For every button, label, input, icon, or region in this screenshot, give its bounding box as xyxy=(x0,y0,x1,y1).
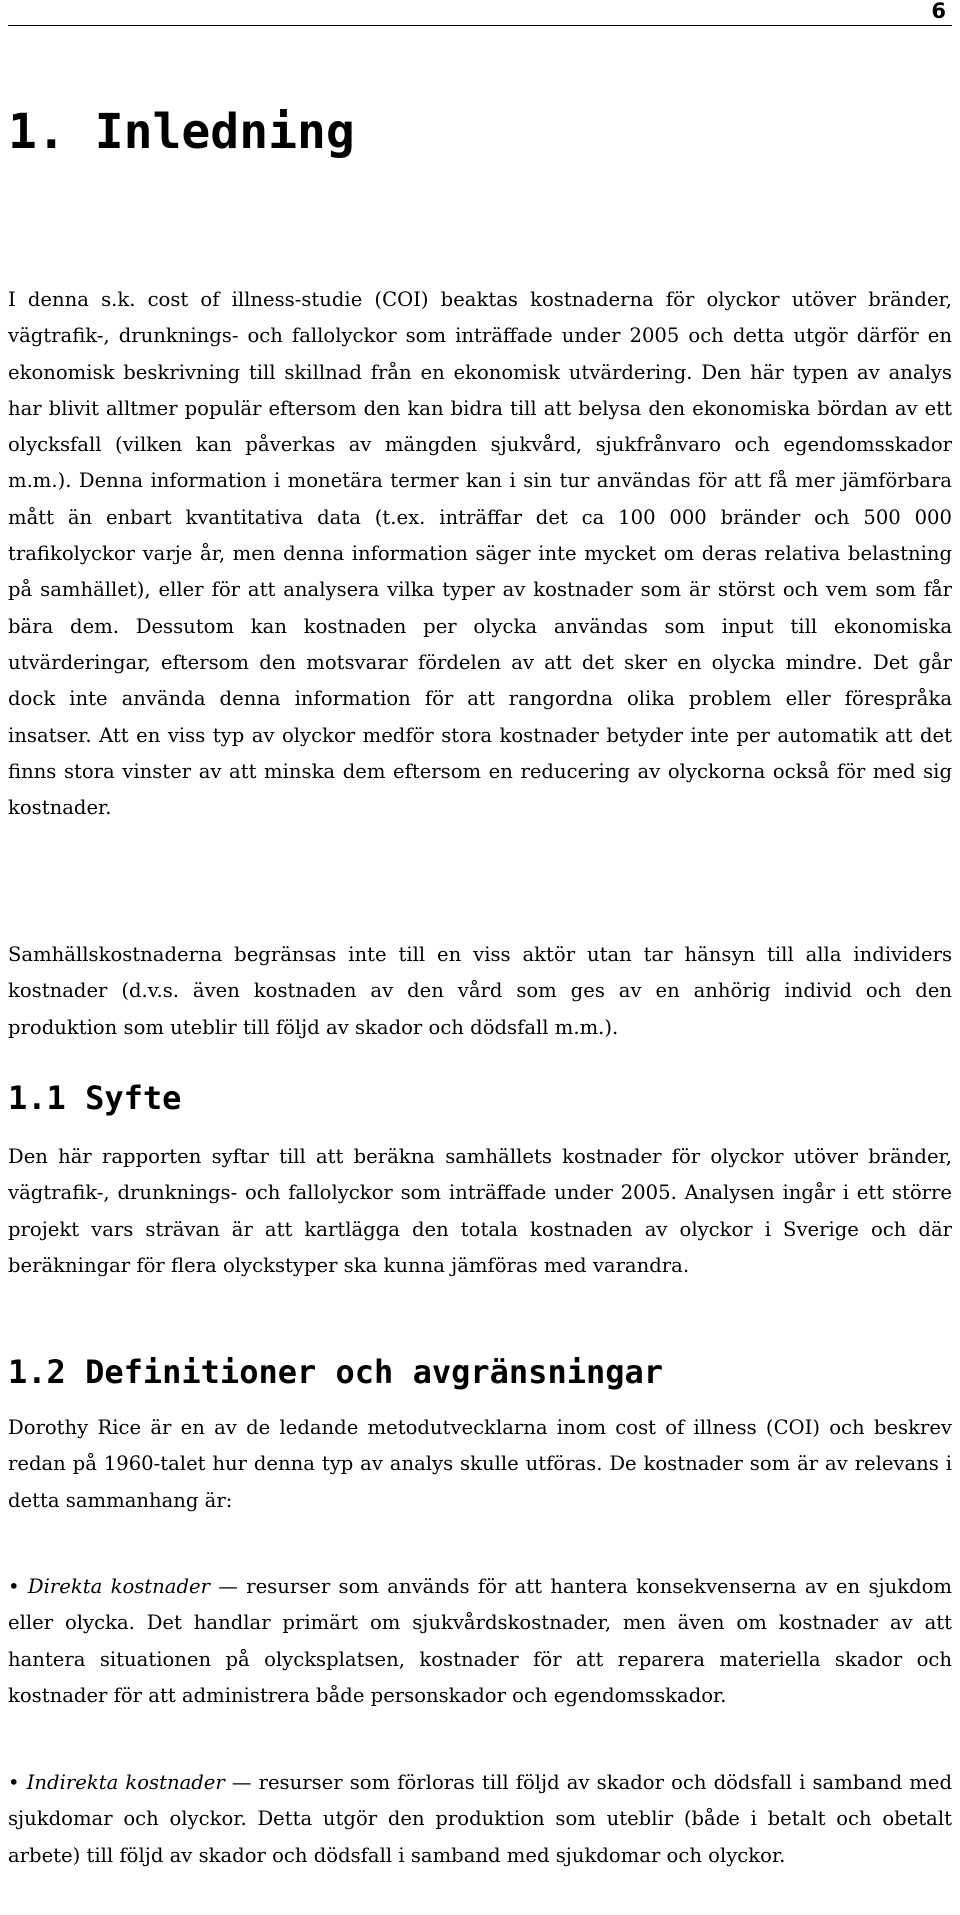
bullet-marker: • xyxy=(8,1771,20,1794)
bullet-item-indirekta xyxy=(8,1765,952,1874)
definitioner-paragraph: Dorothy Rice är en av de ledande metodutvecklarna inom cost of illness (COI) och beskrev redan på 1960-talet hur denna typ av analys skulle utföras. De kostnader som är av relevans i detta sammanhang är: xyxy=(8,1416,952,1512)
bullet-term-direkta: Direkta kostnader xyxy=(27,1575,210,1598)
section-heading-syfte: 1.1 Syfte xyxy=(8,1079,182,1117)
bullet-text-indirekta: — resurser som förloras till följd av skador och dödsfall i samband med sjukdomar och olyckor. Detta utgör den produktion som uteblir (både i betalt och obetalt arbete) till följd av skador och dödsfall i samband med sjukdomar och olyckor. xyxy=(8,1771,952,1867)
bullet-marker: • xyxy=(8,1575,20,1598)
syfte-paragraph: Den här rapporten syftar till att beräkna samhällets kostnader för olyckor utöver bränder, vägtrafik-, drunknings- och fallolyckor som inträffade under 2005. Analysen ingår i ett större projekt vars strävan är att kartlägga den totala kostnaden av olyckor i Sverige och där beräkningar för flera olyckstyper ska kunna jämföras med varandra. xyxy=(8,1145,952,1277)
chapter-heading: 1. Inledning xyxy=(8,104,355,160)
bullet-item-direkta xyxy=(8,1569,952,1714)
section-heading-definitioner: 1.2 Definitioner och avgränsningar xyxy=(8,1353,664,1391)
scope-paragraph: Samhällskostnaderna begränsas inte till en viss aktör utan tar hänsyn till alla individers kostnader (d.v.s. även kostnaden av den vård som ges av en anhörig individ och den produktion som uteblir till följd av skador och dödsfall m.m.). xyxy=(8,943,952,1039)
header-rule xyxy=(8,25,952,26)
intro-paragraph: I denna s.k. cost of illness-studie (COI) beaktas kostnaderna för olyckor utöver bränder, vägtrafik-, drunknings- och fallolyckor som inträffade under 2005 och detta utgör därför en ekonomisk beskrivning till skillnad från en ekonomisk utvärdering. Den här typen av analys har blivit alltmer populär eftersom den kan bidra till att belysa den ekonomiska bördan av ett olycksfall (vilken kan påverkas av mängden sjukvård, sjukfrånvaro och egendomsskador m.m.). Denna information i monetära termer kan i sin tur användas för att få mer jämförbara mått än enbart kvantitativa data (t.ex. inträffar det ca 100 000 bränder och 500 000 trafikolyckor varje år, men denna information säger inte mycket om deras relativa belastning på samhället), eller för att analysera vilka typer av kostnader som är störst och vem som får bära dem. Dessutom kan kostnaden per olycka användas som input till ekonomiska utvärderingar, eftersom den motsvarar fördelen av att det sker en olycka mindre. Det går dock inte använda denna information för att rangordna olika problem eller förespråka insatser. Att en viss typ av olyckor medför stora kostnader betyder inte per automatik att det finns stora vinster av att minska dem eftersom en reducering av olyckorna också för med sig kostnader. xyxy=(8,288,952,820)
page-number: 6 xyxy=(931,0,946,23)
bullet-term-indirekta: Indirekta kostnader xyxy=(26,1771,225,1794)
bullet-text-direkta: — resurser som används för att hantera konsekvenserna av en sjukdom eller olycka. Det handlar primärt om sjukvårdskostnader, men även om kostnader av att hantera situationen på olycksplatsen, kostnader för att reparera materiella skador och kostnader för att administrera både personskador och egendomsskador. xyxy=(8,1575,953,1707)
